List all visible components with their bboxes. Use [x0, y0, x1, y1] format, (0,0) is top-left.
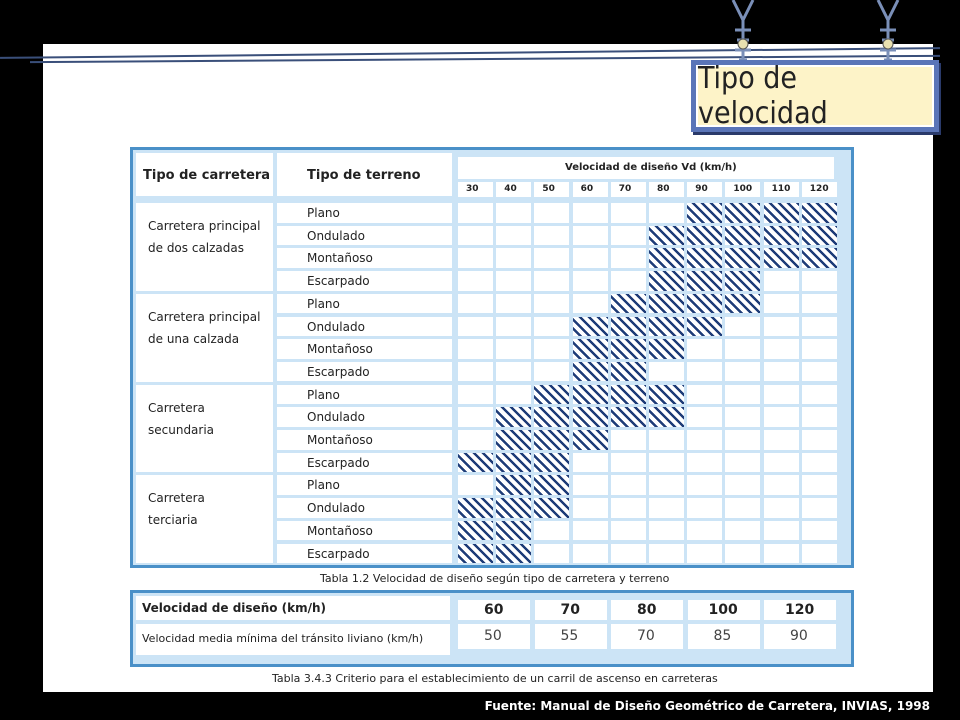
type-header: Tipo de carretera — [143, 168, 271, 183]
hatched-cell — [764, 226, 799, 246]
speed-col-label: 70 — [618, 184, 632, 194]
empty-cell — [725, 339, 760, 359]
speed-header: Velocidad de diseño Vd (km/h) — [565, 162, 737, 173]
hatched-cell — [649, 248, 684, 268]
table2-caption: Tabla 3.4.3 Criterio para el establecimiento de un carril de ascenso en carreteras — [272, 672, 718, 685]
empty-cell — [611, 248, 646, 268]
empty-cell — [611, 226, 646, 246]
hatched-cell — [687, 271, 722, 291]
empty-cell — [649, 453, 684, 473]
empty-cell — [802, 362, 837, 382]
hatched-cell — [496, 475, 531, 495]
road-type-label: Carretera principal — [148, 219, 261, 233]
empty-cell — [611, 498, 646, 518]
empty-cell — [687, 475, 722, 495]
empty-cell — [458, 362, 493, 382]
hatched-cell — [649, 385, 684, 405]
hatched-cell — [496, 453, 531, 473]
terrain-label: Escarpado — [307, 274, 370, 289]
hatched-cell — [573, 362, 608, 382]
hatched-cell — [687, 203, 722, 223]
hatched-cell — [725, 248, 760, 268]
empty-cell — [764, 453, 799, 473]
design-speed-value: 80 — [637, 602, 657, 618]
empty-cell — [458, 317, 493, 337]
road-type-label: Carretera principal — [148, 309, 261, 324]
empty-cell — [802, 453, 837, 473]
design-speed-value: 100 — [708, 602, 738, 618]
speed-col-label: 90 — [695, 184, 708, 194]
terrain-label: Montañoso — [307, 251, 373, 266]
empty-cell — [802, 294, 837, 314]
road-type-label: de una calzada — [148, 331, 240, 346]
empty-cell — [534, 203, 569, 223]
empty-cell — [764, 271, 799, 291]
empty-cell — [764, 385, 799, 405]
hatched-cell — [611, 317, 646, 337]
empty-cell — [611, 430, 646, 450]
empty-cell — [496, 226, 531, 246]
empty-cell — [573, 294, 608, 314]
empty-cell — [611, 544, 646, 564]
empty-cell — [458, 294, 493, 314]
hatched-cell — [725, 271, 760, 291]
empty-cell — [458, 430, 493, 450]
empty-cell — [458, 226, 493, 246]
terrain-label: Ondulado — [307, 228, 365, 243]
empty-cell — [573, 248, 608, 268]
terrain-label: Escarpado — [307, 546, 370, 561]
speed-col-label: 40 — [504, 184, 517, 194]
road-type-label: secundaria — [148, 422, 215, 437]
hatched-cell — [687, 226, 722, 246]
empty-cell — [534, 362, 569, 382]
hatched-cell — [496, 544, 531, 564]
empty-cell — [649, 521, 684, 541]
empty-cell — [802, 339, 837, 359]
empty-cell — [725, 521, 760, 541]
hatched-cell — [687, 294, 722, 314]
terrain-label: Escarpado — [307, 364, 370, 379]
empty-cell — [573, 521, 608, 541]
speed-col-label: 110 — [771, 184, 791, 194]
speed-col-label: 80 — [657, 184, 670, 194]
hatched-cell — [496, 498, 531, 518]
empty-cell — [725, 385, 760, 405]
empty-cell — [764, 362, 799, 382]
empty-cell — [687, 362, 722, 382]
empty-cell — [649, 203, 684, 223]
design-speed-value: 120 — [785, 602, 815, 618]
hatched-cell — [802, 248, 837, 268]
terrain-cell — [277, 294, 452, 314]
road-type-label: de dos calzadas — [148, 241, 244, 255]
hatched-cell — [534, 430, 569, 450]
empty-cell — [534, 226, 569, 246]
empty-cell — [573, 544, 608, 564]
table1-caption: Tabla 1.2 Velocidad de diseño según tipo de carretera y terreno — [320, 572, 670, 585]
empty-cell — [802, 317, 837, 337]
hatched-cell — [725, 226, 760, 246]
hatched-cell — [611, 339, 646, 359]
road-type-label: terciaria — [148, 513, 198, 528]
empty-cell — [458, 475, 493, 495]
road-type-label: Carretera — [148, 400, 205, 415]
min-speed-value: 90 — [790, 628, 808, 644]
hatched-cell — [573, 339, 608, 359]
empty-cell — [611, 453, 646, 473]
empty-cell — [496, 339, 531, 359]
empty-cell — [573, 226, 608, 246]
empty-cell — [496, 294, 531, 314]
source-note: Fuente: Manual de Diseño Geométrico de Carretera, INVIAS, 1998 — [484, 699, 930, 713]
hatched-cell — [534, 407, 569, 427]
hatched-cell — [534, 385, 569, 405]
empty-cell — [725, 544, 760, 564]
empty-cell — [764, 498, 799, 518]
hatched-cell — [573, 317, 608, 337]
terrain-label: Montañoso — [307, 523, 373, 538]
terrain-label: Montañoso — [307, 342, 373, 357]
empty-cell — [725, 453, 760, 473]
terrain-cell — [277, 203, 452, 223]
empty-cell — [534, 317, 569, 337]
empty-cell — [802, 475, 837, 495]
empty-cell — [764, 339, 799, 359]
empty-cell — [687, 430, 722, 450]
terrain-label: Plano — [307, 296, 340, 311]
empty-cell — [534, 544, 569, 564]
hatched-cell — [649, 226, 684, 246]
empty-cell — [458, 271, 493, 291]
title-board — [691, 60, 939, 132]
terrain-label: Plano — [307, 206, 340, 220]
empty-cell — [649, 498, 684, 518]
terrain-header: Tipo de terreno — [307, 168, 421, 183]
empty-cell — [573, 203, 608, 223]
terrain-label: Ondulado — [307, 501, 365, 516]
empty-cell — [725, 430, 760, 450]
empty-cell — [534, 271, 569, 291]
empty-cell — [764, 430, 799, 450]
empty-cell — [496, 317, 531, 337]
design-speed-value: 60 — [484, 602, 504, 618]
empty-cell — [573, 453, 608, 473]
hatched-cell — [611, 362, 646, 382]
empty-cell — [802, 271, 837, 291]
empty-cell — [458, 203, 493, 223]
terrain-label: Montañoso — [307, 433, 373, 447]
empty-cell — [573, 271, 608, 291]
hatched-cell — [649, 317, 684, 337]
empty-cell — [687, 339, 722, 359]
min-speed-value: 50 — [484, 628, 502, 644]
slide-title: Tipo de velocidad — [696, 65, 934, 127]
hatched-cell — [611, 407, 646, 427]
min-speed-value: 85 — [713, 628, 732, 644]
terrain-label: Escarpado — [307, 455, 370, 470]
empty-cell — [611, 521, 646, 541]
min-speed-label: Velocidad media mínima del tránsito liviano (km/h) — [142, 632, 424, 645]
terrain-cell — [277, 475, 452, 495]
hatched-cell — [649, 339, 684, 359]
hatched-cell — [649, 294, 684, 314]
hatched-cell — [611, 385, 646, 405]
hatched-cell — [802, 226, 837, 246]
hatched-cell — [496, 407, 531, 427]
empty-cell — [687, 498, 722, 518]
empty-cell — [764, 521, 799, 541]
hatched-cell — [496, 521, 531, 541]
empty-cell — [611, 203, 646, 223]
hatched-cell — [573, 385, 608, 405]
empty-cell — [687, 453, 722, 473]
terrain-label: Plano — [307, 478, 340, 493]
hatched-cell — [611, 294, 646, 314]
hatched-cell — [534, 498, 569, 518]
hatched-cell — [534, 453, 569, 473]
hatched-cell — [687, 317, 722, 337]
terrain-label: Ondulado — [307, 410, 365, 425]
empty-cell — [573, 475, 608, 495]
hatched-cell — [725, 203, 760, 223]
terrain-label: Ondulado — [307, 319, 365, 334]
empty-cell — [611, 271, 646, 291]
hatched-cell — [764, 203, 799, 223]
empty-cell — [802, 544, 837, 564]
empty-cell — [534, 248, 569, 268]
hatched-cell — [534, 475, 569, 495]
hatched-cell — [649, 407, 684, 427]
empty-cell — [725, 498, 760, 518]
empty-cell — [496, 385, 531, 405]
empty-cell — [802, 430, 837, 450]
empty-cell — [458, 385, 493, 405]
hatched-cell — [458, 453, 493, 473]
hatched-cell — [496, 430, 531, 450]
min-speed-value: 55 — [560, 628, 579, 644]
road-type-label: Carretera — [148, 491, 205, 506]
empty-cell — [764, 544, 799, 564]
empty-cell — [649, 430, 684, 450]
empty-cell — [534, 339, 569, 359]
hatched-cell — [802, 203, 837, 223]
empty-cell — [496, 362, 531, 382]
empty-cell — [649, 362, 684, 382]
speed-col-label: 100 — [733, 184, 753, 194]
empty-cell — [458, 248, 493, 268]
empty-cell — [687, 544, 722, 564]
empty-cell — [534, 521, 569, 541]
empty-cell — [458, 339, 493, 359]
empty-cell — [573, 498, 608, 518]
empty-cell — [687, 407, 722, 427]
speed-col-label: 60 — [580, 184, 594, 194]
empty-cell — [649, 544, 684, 564]
empty-cell — [802, 385, 837, 405]
empty-cell — [496, 203, 531, 223]
hatched-cell — [687, 248, 722, 268]
empty-cell — [725, 317, 760, 337]
design-speed-label: Velocidad de diseño (km/h) — [142, 601, 327, 615]
empty-cell — [534, 294, 569, 314]
hatched-cell — [649, 271, 684, 291]
hatched-cell — [725, 294, 760, 314]
min-speed-value: 70 — [637, 628, 655, 644]
empty-cell — [802, 407, 837, 427]
empty-cell — [725, 407, 760, 427]
speed-col-label: 120 — [809, 184, 829, 194]
design-speed-value: 70 — [560, 602, 580, 618]
empty-cell — [802, 498, 837, 518]
speed-col-label: 30 — [466, 184, 479, 194]
empty-cell — [764, 294, 799, 314]
empty-cell — [611, 475, 646, 495]
empty-cell — [687, 385, 722, 405]
empty-cell — [649, 475, 684, 495]
empty-cell — [496, 248, 531, 268]
hatched-cell — [573, 430, 608, 450]
empty-cell — [725, 362, 760, 382]
hatched-cell — [573, 407, 608, 427]
tower-icon — [870, 0, 906, 62]
terrain-cell — [277, 385, 452, 405]
empty-cell — [725, 475, 760, 495]
empty-cell — [458, 407, 493, 427]
hatched-cell — [458, 498, 493, 518]
empty-cell — [764, 407, 799, 427]
empty-cell — [687, 521, 722, 541]
tower-icon — [725, 0, 761, 62]
terrain-label: Plano — [307, 387, 340, 402]
hatched-cell — [764, 248, 799, 268]
speed-col-label: 50 — [542, 184, 555, 194]
hatched-cell — [458, 521, 493, 541]
empty-cell — [496, 271, 531, 291]
empty-cell — [802, 521, 837, 541]
empty-cell — [764, 317, 799, 337]
empty-cell — [764, 475, 799, 495]
hatched-cell — [458, 544, 493, 564]
